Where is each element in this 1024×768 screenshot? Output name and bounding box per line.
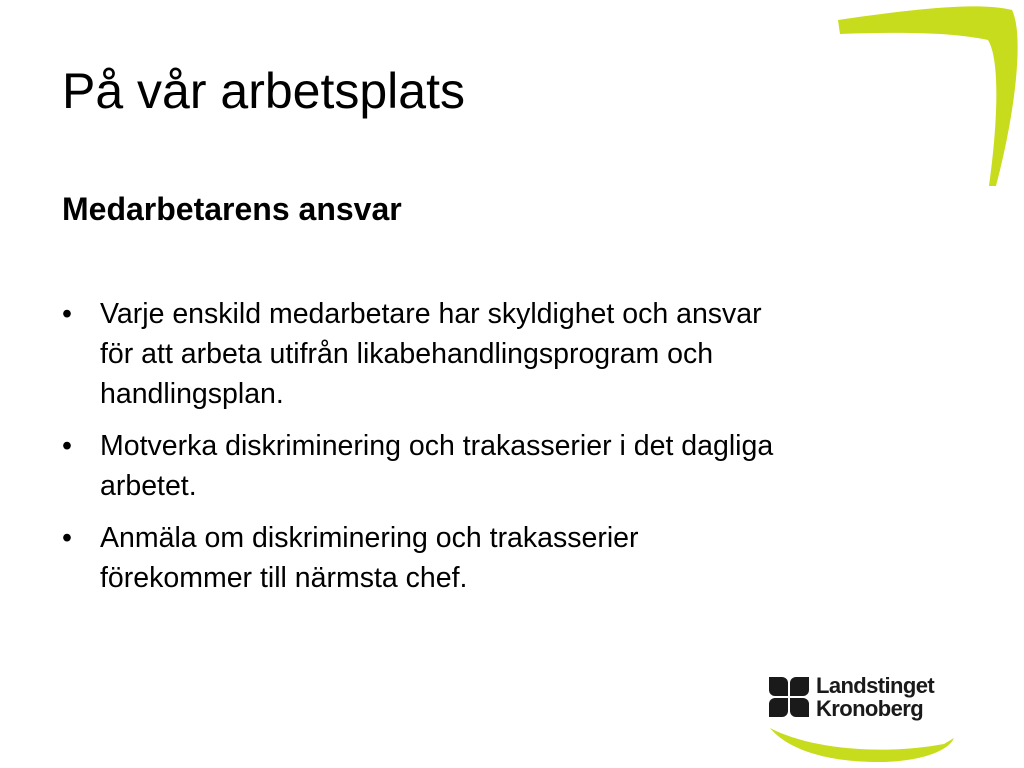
bullet-text: Motverka diskriminering och trakasserier i det dagliga arbetet.	[100, 430, 774, 502]
logo-line-2: Kronoberg	[816, 696, 924, 721]
bullet-item	[62, 518, 942, 598]
bullet-list	[62, 294, 942, 610]
bullet-item	[62, 294, 942, 414]
slide-title: På vår arbetsplats	[62, 63, 465, 119]
bullet-text: Varje enskild medarbetare har skyldighet och ansvar för att arbeta utifrån likabehandlingsprogram och handlingsplan.	[100, 298, 762, 410]
logo-line-1: Landstinget	[816, 673, 935, 698]
slide-subtitle: Medarbetarens ansvar	[62, 191, 402, 227]
bullet-marker: •	[62, 522, 72, 554]
bullet-marker: •	[62, 298, 72, 330]
corner-swoosh-decoration	[830, 0, 1024, 200]
logo-swoosh-decoration	[768, 722, 958, 764]
bullet-marker: •	[62, 430, 72, 462]
bullet-item	[62, 426, 942, 506]
bullet-text: Anmäla om diskriminering och trakasserier förekommer till närmsta chef.	[100, 522, 639, 594]
logo-wordmark	[816, 674, 934, 720]
landstinget-kronoberg-logo	[768, 674, 958, 764]
logo-leaf-icon	[768, 676, 810, 718]
